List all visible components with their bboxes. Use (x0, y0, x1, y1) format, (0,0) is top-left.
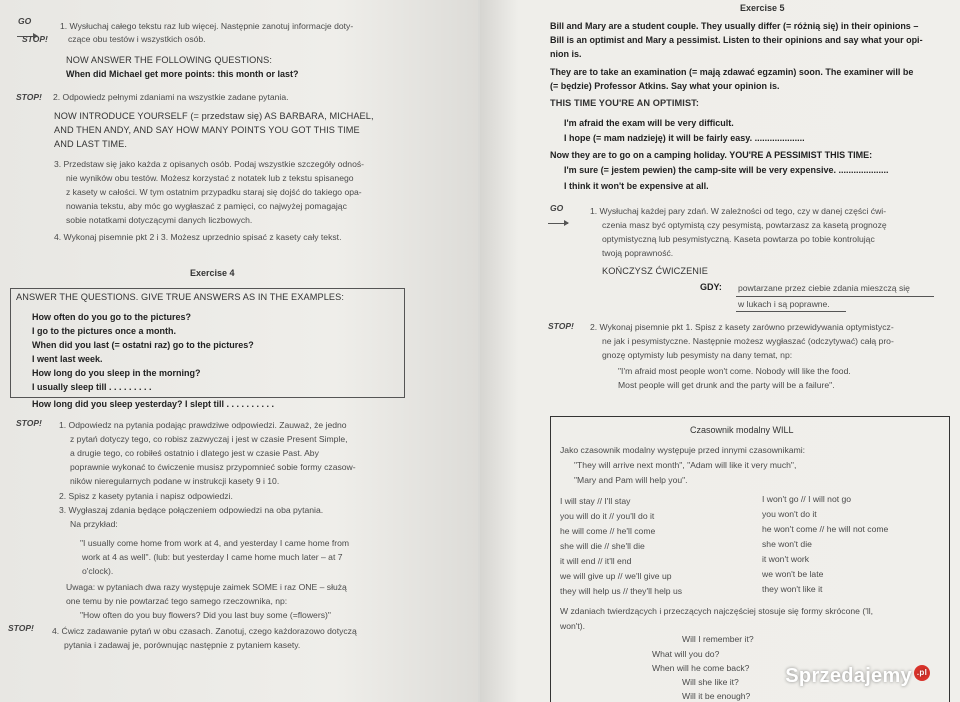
item1-line2: czące obu testów i wszystkich osób. (68, 34, 206, 44)
item4b-line2: pytania i zadawaj je, porównując następnie z pytaniem kasety. (64, 640, 301, 650)
will-question: Will it be enough? (682, 691, 751, 701)
go-text-line: twoją poprawność. (602, 248, 674, 258)
item2: 2. Odpowiedz pełnymi zdaniami na wszystkie zadane pytania. (53, 92, 289, 102)
stop-text-line: 2. Wykonaj pisemnie pkt 1. Spisz z kasety zarówno przewidywania optymistycz- (590, 322, 894, 332)
stop-item-line: 1. Odpowiedz na pytania podając prawdziwe odpowiedzi. Zauważ, że jedno (59, 420, 347, 430)
exercise4-title: Exercise 4 (190, 268, 235, 278)
will-intro-line: "They will arrive next month", "Adam will like it very much", (574, 460, 797, 470)
will-form-left: they will help us // they'll help us (560, 586, 683, 596)
will-box-title: Czasownik modalny WILL (690, 425, 794, 435)
go-marker: GO (550, 203, 564, 213)
left-page (0, 0, 478, 702)
item4: 4. Wykonaj pisemnie pkt 2 i 3. Możesz uprzednio spisać z kasety cały tekst. (54, 232, 342, 242)
ex4-line: How often do you go to the pictures? (32, 312, 191, 322)
stop-item-line: "I usually come home from work at 4, and yesterday I came home from (80, 538, 350, 548)
will-form-left: he will come // he'll come (560, 526, 656, 536)
konczysz-heading: KOŃCZYSZ ĆWICZENIE (602, 266, 708, 276)
go-text-line: 1. Wysłuchaj każdej pary zdań. W zależności od tego, czy w danej części ćwi- (590, 206, 887, 216)
item3-line1: 3. Przedstaw się jako każda z opisanych osób. Podaj wszystkie szczegóły odnoś- (54, 159, 365, 169)
go-text-line: czenia masz być optymistą czy pesymistą, powtarzasz za kasetą prognozę (602, 220, 887, 230)
stop-marker: STOP! (16, 92, 42, 102)
item4b-line1: 4. Ćwicz zadawanie pytań w obu czasach. Zanotuj, czego każdorazowo dotyczą (52, 626, 357, 636)
will-question: Will she like it? (682, 677, 739, 687)
stop-item-line: z pytań dotyczy tego, co robisz zazwyczaj i jest w czasie Present Simple, (70, 434, 348, 444)
will-form-right: it won't work (762, 554, 810, 564)
intro-line: They are to take an examination (= mają zdawać egzamin) soon. The examiner will be (550, 67, 914, 77)
stop-item-line: one temu by nie powtarzać tego samego rzeczownika, np: (66, 596, 288, 606)
introduce-line3: AND LAST TIME. (54, 139, 128, 149)
will-intro-line: Jako czasownik modalny występuje przed innymi czasownikami: (560, 445, 806, 455)
will-question: Will I remember it? (682, 634, 754, 644)
item3-line3: z kasety w całości. W tym ostatnim przypadku staraj się dojść do takiego opa- (66, 187, 362, 197)
ex4-line: How long do you sleep in the morning? (32, 368, 201, 378)
ex4-instruction: ANSWER THE QUESTIONS. GIVE TRUE ANSWERS AS IN THE EXAMPLES: (16, 292, 345, 302)
gdy-label: GDY: (700, 282, 722, 292)
ex4-line: I usually sleep till . . . . . . . . . (32, 382, 152, 392)
item3-line2: nie wyników obu testów. Możesz korzystać z notatek lub z tekstu spisanego (66, 173, 354, 183)
ex4-line: I went last week. (32, 354, 103, 364)
will-question: What will you do? (652, 649, 720, 659)
optimist-heading: THIS TIME YOU'RE AN OPTIMIST: (550, 98, 700, 108)
stop-item-line: "How often do you buy flowers? Did you last buy some (=flowers)" (80, 610, 331, 620)
introduce-line2: AND THEN ANDY, AND SAY HOW MANY POINTS YOU GOT THIS TIME (54, 125, 360, 135)
item3-line5: sobie notatkami dotyczącymi danych liczbowych. (66, 215, 253, 225)
will-form-left: I will stay // I'll stay (560, 496, 631, 506)
stop-item-line: Uwaga: w pytaniach dwa razy występuje zaimek SOME i raz ONE – służą (66, 582, 347, 592)
will-intro-line: "Mary and Pam will help you". (574, 475, 688, 485)
stop-text-line: gnozę optymisty lub pesymisty na dany temat, np: (602, 350, 793, 360)
gdy-underline (736, 311, 846, 312)
will-form-right: we won't be late (762, 569, 824, 579)
stop-marker: STOP! (548, 321, 574, 331)
will-form-left: she will die // she'll die (560, 541, 645, 551)
stop-marker: STOP! (22, 34, 48, 44)
will-form-right: you won't do it (762, 509, 817, 519)
pessimist-line: I'm sure (= jestem pewien) the camp-site will be very expensive. .................... (564, 165, 889, 175)
stop-marker: STOP! (8, 623, 34, 633)
will-form-left: we will give up // we'll give up (560, 571, 672, 581)
stop-item-line: 3. Wygłaszaj zdania będące połączeniem odpowiedzi na oba pytania. (59, 505, 324, 515)
watermark-tld-icon: .pl (914, 665, 930, 681)
stop-item-line: o'clock). (82, 566, 114, 576)
stop-item-line: ników nieregularnych podane w instrukcji kasety 9 i 10. (70, 476, 280, 486)
will-note-line: won't). (560, 621, 586, 631)
will-form-left: you will do it // you'll do it (560, 511, 655, 521)
intro-line: Bill is an optimist and Mary a pessimist. Listen to their opinions and say what your opi- (550, 35, 923, 45)
arrow-icon (548, 215, 568, 233)
go-marker: GO (18, 16, 32, 26)
optimist-line: I'm afraid the exam will be very difficult. (564, 118, 734, 128)
stop-text-line: "I'm afraid most people won't come. Nobody will like the food. (618, 366, 851, 376)
question-michael: When did Michael get more points: this month or last? (66, 69, 299, 79)
stop-text-line: ne jak i pesymistyczne. Następnie możesz wygłaszać (odczytywać) całą pro- (602, 336, 894, 346)
gdy-text: powtarzane przez ciebie zdania mieszczą się (738, 283, 910, 293)
stop-item-line: poprawnie wykonać to ćwiczenie musisz przypomnieć sobie formy czasow- (70, 462, 356, 472)
optimist-line: I hope (= mam nadzieję) it will be fairly easy. .................... (564, 133, 805, 143)
watermark-text: Sprzedajemy (785, 665, 912, 687)
right-page (480, 0, 960, 702)
will-note-line: W zdaniach twierdzących i przeczących najczęściej stosuje się formy skrócone ('ll, (560, 606, 874, 616)
instruction-answer: NOW ANSWER THE FOLLOWING QUESTIONS: (66, 55, 272, 65)
intro-line: (= będzie) Professor Atkins. Say what your opinion is. (550, 81, 780, 91)
watermark-logo (785, 665, 930, 688)
ex4-line: I go to the pictures once a month. (32, 326, 177, 336)
gdy-text: w lukach i są poprawne. (738, 299, 830, 309)
exercise5-title: Exercise 5 (740, 3, 785, 13)
stop-text-line: Most people will get drunk and the party will be a failure". (618, 380, 835, 390)
stop-item-line: a drugie tego, co robiłeś ostatnio i dlatego jest w czasie Past. Aby (70, 448, 319, 458)
will-form-right: I won't go // I will not go (762, 494, 852, 504)
stop-item-line: 2. Spisz z kasety pytania i napisz odpowiedzi. (59, 491, 233, 501)
ex4-line: When did you last (= ostatni raz) go to the pictures? (32, 340, 254, 350)
stop-marker: STOP! (16, 418, 42, 428)
stop-item-line: work at 4 as well". (lub: but yesterday I came home much later – at 7 (82, 552, 343, 562)
will-form-right: they won't like it (762, 584, 823, 594)
intro-line: nion is. (550, 49, 582, 59)
will-form-right: she won't die (762, 539, 812, 549)
pessimist-line: I think it won't be expensive at all. (564, 181, 709, 191)
item1-line1: 1. Wysłuchaj całego tekstu raz lub więcej. Następnie zanotuj informacje doty- (60, 21, 354, 31)
ex4-line: How long did you sleep yesterday? I slept till . . . . . . . . . . (32, 399, 275, 409)
introduce-line1: NOW INTRODUCE YOURSELF (= przedstaw się) AS BARBARA, MICHAEL, (54, 111, 374, 121)
intro-line: Bill and Mary are a student couple. They usually differ (= różnią się) in their opinions – (550, 21, 919, 31)
will-form-left: it will end // it'll end (560, 556, 632, 566)
go-text-line: optymistyczną lub pesymistyczną. Kasetа powtarza po tobie kontrolując (602, 234, 875, 244)
stop-item-line: Na przykład: (70, 519, 118, 529)
item3-line4: nowania tekstu, aby móc go wygłaszać z pamięci, co najwyżej pomagając (66, 201, 347, 211)
will-question: When will he come back? (652, 663, 750, 673)
will-form-right: he won't come // he will not come (762, 524, 889, 534)
camping-heading: Now they are to go on a camping holiday. YOU'RE A PESSIMIST THIS TIME: (550, 150, 873, 160)
